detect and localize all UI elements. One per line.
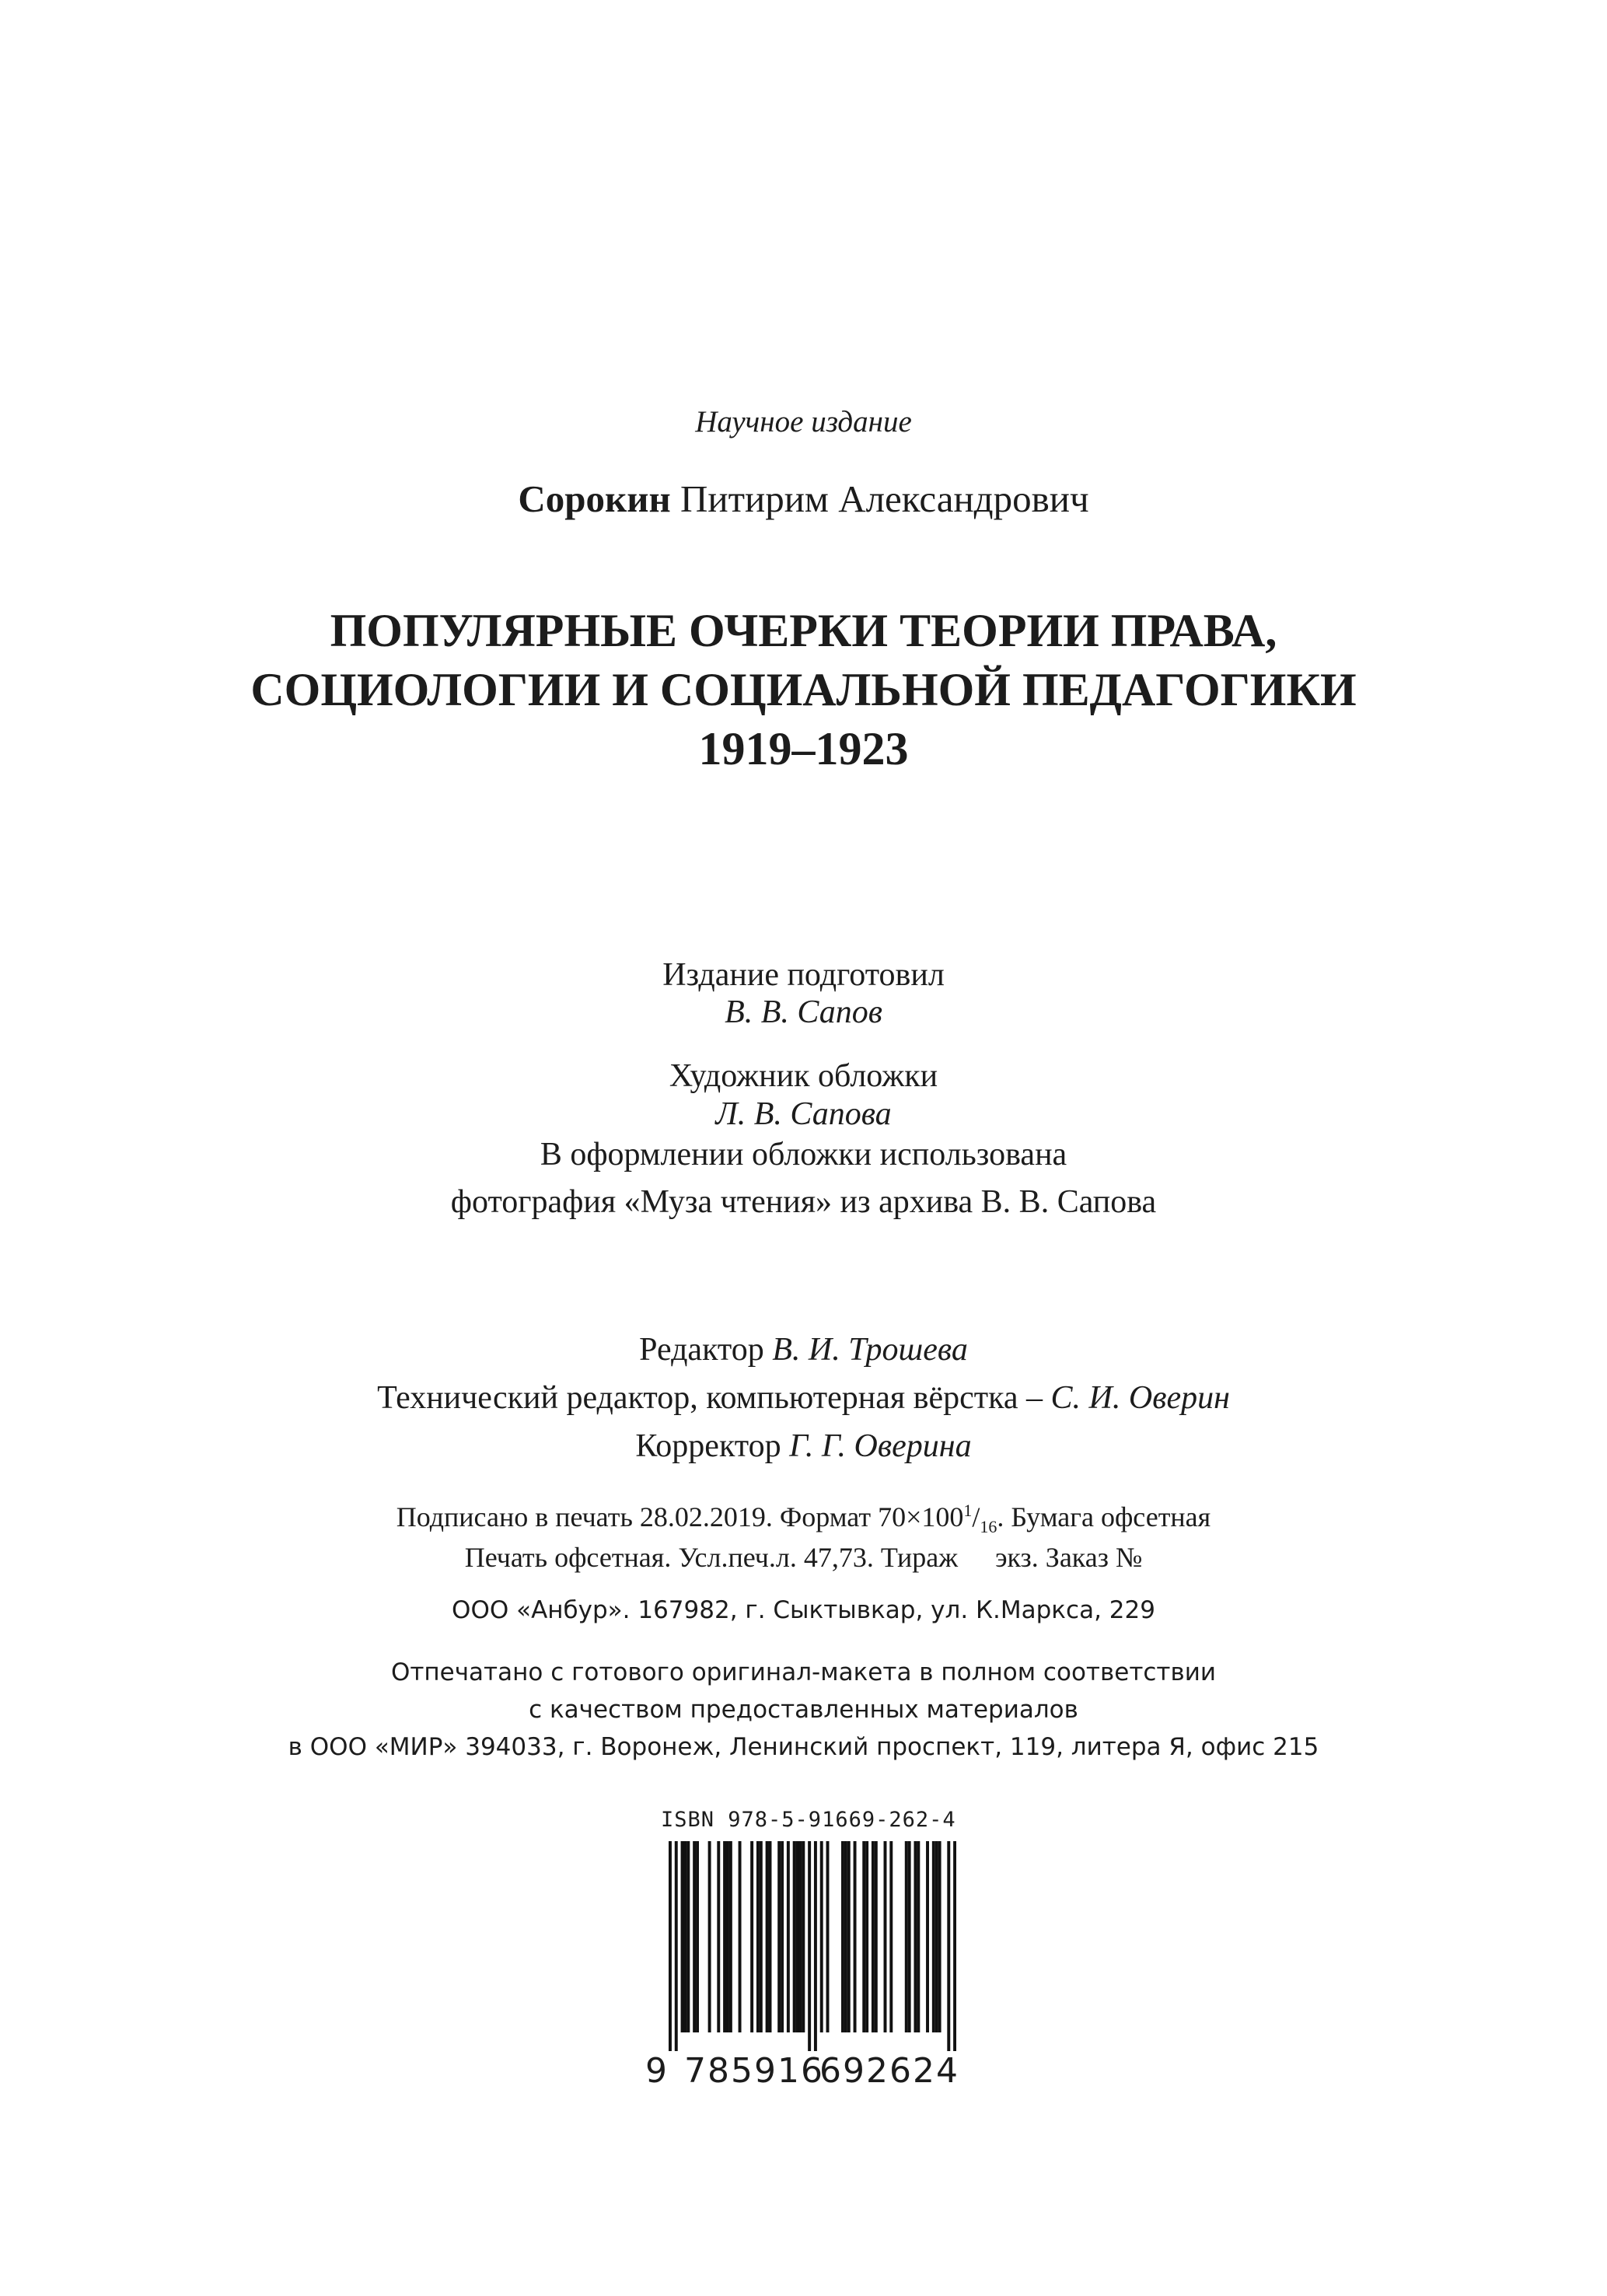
printer-note-line-2: с качеством предоставленных материалов bbox=[529, 1696, 1078, 1724]
barcode-bar bbox=[847, 1841, 851, 2032]
barcode-bar bbox=[675, 1841, 678, 2051]
barcode-bar bbox=[917, 1841, 920, 2032]
prepared-by-name: В. В. Сапов bbox=[725, 994, 882, 1030]
barcode-bar bbox=[777, 1841, 781, 2032]
barcode-bar bbox=[766, 1841, 769, 2032]
barcode-bar bbox=[798, 1841, 802, 2032]
printer-note-line-1: Отпечатано с готового оригинал-макета в полном соответствии bbox=[390, 1658, 1217, 1686]
ean-right-digits: 692624 bbox=[819, 2051, 959, 2091]
barcode-bar bbox=[683, 1841, 686, 2032]
cover-artist-label: Художник обложки bbox=[669, 1058, 938, 1094]
barcode-bar bbox=[723, 1841, 726, 2032]
barcode-bar bbox=[814, 1841, 817, 2051]
barcode-bar bbox=[787, 1841, 790, 2032]
ean-first-digit: 9 bbox=[645, 2051, 667, 2091]
barcode-bar bbox=[926, 1841, 929, 2032]
format-fraction-numerator: 1 bbox=[963, 1501, 973, 1520]
tech-editor-name: С. И. Оверин bbox=[1050, 1380, 1230, 1416]
printer-note-line-3: в ООО «МИР» 394033, г. Воронеж, Ленинский проспект, 119, литера Я, офис 215 bbox=[288, 1733, 1319, 1761]
barcode-bar bbox=[781, 1841, 784, 2032]
prepared-by-label: Издание подготовил bbox=[662, 957, 945, 993]
barcode-bar bbox=[686, 1841, 690, 2032]
barcode-bar bbox=[820, 1841, 823, 2032]
barcode-bar bbox=[889, 1841, 893, 2032]
barcode-bar bbox=[938, 1841, 941, 2032]
barcode-bar bbox=[693, 1841, 696, 2032]
barcode-bar bbox=[760, 1841, 763, 2032]
barcode-bar bbox=[696, 1841, 699, 2032]
barcode-bar bbox=[826, 1841, 830, 2032]
barcode-bar bbox=[796, 1841, 799, 2032]
barcode-bar bbox=[750, 1841, 753, 2032]
barcode-bar bbox=[905, 1841, 908, 2032]
barcode-bar bbox=[908, 1841, 911, 2032]
book-title-years: 1919–1923 bbox=[698, 723, 909, 774]
publisher-address: ООО «Анбур». 167982, г. Сыктывкар, ул. К.Маркса, 229 bbox=[452, 1596, 1155, 1624]
cover-note-line-1: В оформлении обложки использована bbox=[540, 1137, 1067, 1172]
cover-note-line-2: фотография «Муза чтения» из архива В. В. Сапова bbox=[450, 1184, 1157, 1220]
print-paper: . Бумага офсетная bbox=[997, 1501, 1211, 1532]
subtitle: Научное издание bbox=[695, 405, 912, 439]
barcode-bar bbox=[681, 1841, 684, 2032]
barcode-bar bbox=[862, 1841, 865, 2032]
cover-artist-name: Л. В. Сапова bbox=[715, 1096, 892, 1132]
author-name bbox=[0, 477, 1607, 521]
book-title-line-1: ПОПУЛЯРНЫЕ ОЧЕРКИ ТЕОРИИ ПРАВА, bbox=[330, 605, 1277, 656]
barcode-bar bbox=[793, 1841, 796, 2032]
corrector-credit bbox=[0, 1428, 1607, 1465]
ean-left-digits: 785916 bbox=[684, 2051, 824, 2091]
isbn-barcode bbox=[669, 1841, 956, 2051]
barcode-bar bbox=[808, 1841, 811, 2051]
barcode-bar bbox=[884, 1841, 887, 2032]
format-fraction-slash: / bbox=[972, 1501, 980, 1532]
barcode-bar bbox=[935, 1841, 938, 2032]
print-info-line-2 bbox=[0, 1541, 1607, 1574]
editor-label: Редактор bbox=[639, 1332, 764, 1368]
isbn-label: ISBN 978-5-91669-262-4 bbox=[661, 1808, 956, 1832]
barcode-bar bbox=[756, 1841, 760, 2032]
print-info-line-1 bbox=[0, 1501, 1607, 1537]
barcode-bar bbox=[802, 1841, 805, 2032]
barcode-bar bbox=[708, 1841, 711, 2032]
tech-editor-credit bbox=[0, 1379, 1607, 1417]
barcode-bar bbox=[726, 1841, 729, 2032]
author-given-names: Питирим Александрович bbox=[679, 477, 1089, 520]
barcode-bar bbox=[844, 1841, 847, 2032]
barcode-bar bbox=[947, 1841, 950, 2051]
barcode-bar bbox=[739, 1841, 742, 2032]
barcode-bar bbox=[914, 1841, 917, 2032]
barcode-bar bbox=[953, 1841, 956, 2051]
barcode-bar bbox=[932, 1841, 935, 2032]
barcode-bar bbox=[872, 1841, 875, 2032]
print-run-info: Печать офсетная. Усл.печ.л. 47,73. Тираж bbox=[464, 1542, 959, 1573]
editor-credit bbox=[0, 1331, 1607, 1368]
corrector-label: Корректор bbox=[635, 1428, 781, 1464]
barcode-bar bbox=[854, 1841, 857, 2032]
barcode-bar bbox=[729, 1841, 732, 2032]
barcode-bar bbox=[875, 1841, 878, 2032]
barcode-bar bbox=[769, 1841, 772, 2032]
tech-editor-label: Технический редактор, компьютерная вёрстка – bbox=[377, 1380, 1043, 1416]
print-signed-format: Подписано в печать 28.02.2019. Формат 70×100 bbox=[396, 1501, 964, 1532]
barcode-bar bbox=[669, 1841, 672, 2051]
barcode-bar bbox=[865, 1841, 868, 2032]
book-title-line-2: СОЦИОЛОГИИ И СОЦИАЛЬНОЙ ПЕДАГОГИКИ bbox=[250, 664, 1357, 715]
corrector-name: Г. Г. Оверина bbox=[789, 1428, 972, 1464]
format-fraction-denominator: 16 bbox=[980, 1517, 997, 1537]
author-surname: Сорокин bbox=[518, 477, 671, 520]
editor-name: В. И. Трошева bbox=[772, 1332, 968, 1368]
barcode-bar bbox=[841, 1841, 844, 2032]
barcode-bar bbox=[717, 1841, 720, 2032]
print-order-info: экз. Заказ № bbox=[995, 1542, 1143, 1573]
